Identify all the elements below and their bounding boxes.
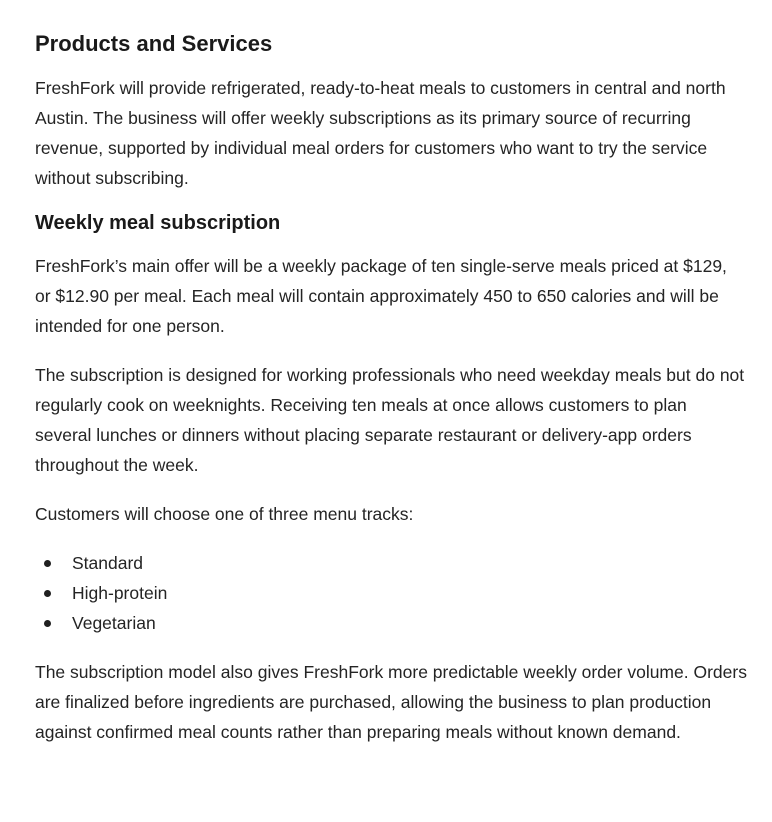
list-item-label: Standard (72, 553, 144, 573)
section-heading: Products and Services (35, 31, 273, 56)
audience-paragraph: The subscription is designed for working professionals who need weekday meals but do not regularly cook on weeknights. Receiving ten meals at once allows customers to plan several lunches or dinners without placing separate restaurant or delivery-app orders throughout the week. (35, 365, 745, 475)
list-item-label: High-protein (72, 583, 168, 603)
subsection-heading: Weekly meal subscription (35, 212, 281, 234)
list-item (35, 548, 747, 578)
document-body (35, 28, 747, 747)
menu-tracks-list (35, 548, 747, 638)
intro-paragraph: FreshFork will provide refrigerated, ready-to-heat meals to customers in central and north Austin. The business will offer weekly subscriptions as its primary source of recurring revenue, supported by individual meal orders for customers who want to try the service without subscribing. (35, 78, 726, 188)
menu-tracks-intro: Customers will choose one of three menu tracks: (35, 504, 414, 524)
list-item (35, 608, 747, 638)
offer-paragraph: FreshFork’s main offer will be a weekly package of ten single-serve meals priced at $129, or $12.90 per meal. Each meal will contain approximately 450 to 650 calories and will be intended for one person. (35, 256, 727, 336)
bullet-icon (44, 560, 51, 567)
bullet-icon (44, 590, 51, 597)
predictability-paragraph: The subscription model also gives FreshFork more predictable weekly order volume. Orders are finalized before ingredients are purchased, allowing the business to plan production against confirmed meal counts rather than preparing meals without known demand. (35, 662, 747, 742)
bullet-icon (44, 620, 51, 627)
list-item-label: Vegetarian (72, 613, 156, 633)
list-item (35, 578, 747, 608)
